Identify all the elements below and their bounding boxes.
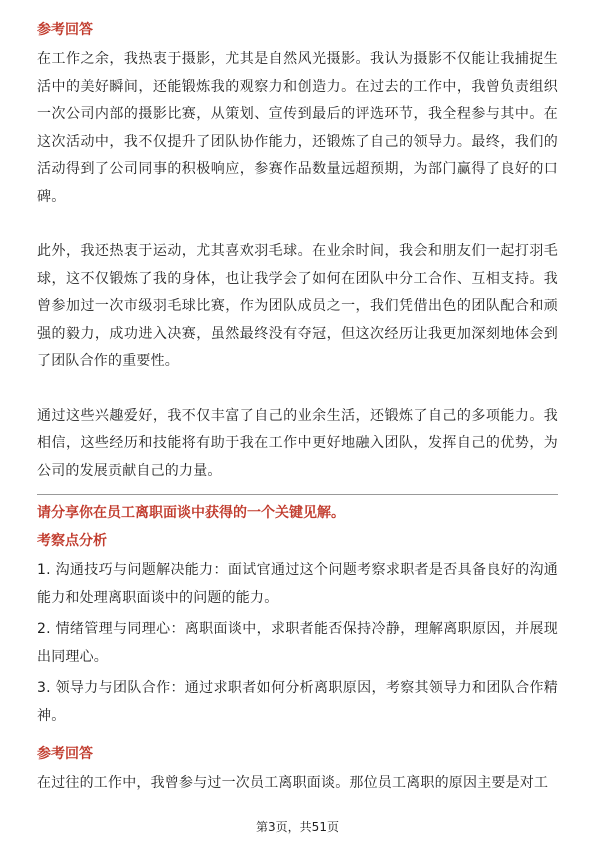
answer-paragraph-exit-interview: 在过往的工作中，我曾参与过一次员工离职面谈。那位员工离职的原因主要是对工 [37, 775, 549, 791]
page-number: 第3页，共51页 [256, 820, 339, 834]
question-heading: 请分享你在员工离职面谈中获得的一个关键见解。 [37, 505, 345, 521]
answer-heading-2: 参考回答 [37, 746, 93, 762]
answer-paragraph-photography: 在工作之余，我热衷于摄影，尤其是自然风光摄影。我认为摄影不仅能让我捕捉生活中的美好瞬间，还能锻炼我的观察力和创造力。在过去的工作中，我曾负责组织一次公司内部的摄影比赛，从策划、宣传到最后的评选环节，我全程参与其中。在这次活动中，我不仅提升了团队协作能力，还锻炼了自己的领导力。最终，我们的活动得到了公司同事的积极响应，参赛作品数量远超预期，为部门赢得了良好的口碑。 [37, 51, 558, 205]
section-divider [37, 494, 558, 495]
answer-heading: 参考回答 [37, 22, 93, 38]
analysis-item-communication: 1. 沟通技巧与问题解决能力：面试官通过这个问题考察求职者是否具备良好的沟通能力和处理离职面谈中的问题的能力。 [37, 562, 558, 606]
analysis-heading: 考察点分析 [37, 533, 107, 549]
paragraph-gap [37, 211, 558, 238]
answer-paragraph-badminton: 此外，我还热衷于运动，尤其喜欢羽毛球。在业余时间，我会和朋友们一起打羽毛球，这不仅锻炼了我的身体，也让我学会了如何在团队中分工合作、互相支持。我曾参加过一次市级羽毛球比赛，作为团队成员之一，我们凭借出色的团队配合和顽强的毅力，成功进入决赛，虽然最终没有夺冠，但这次经历让我更加深刻地体会到了团队合作的重要性。 [37, 243, 558, 369]
section-gap [37, 734, 558, 744]
answer-paragraph-conclusion: 通过这些兴趣爱好，我不仅丰富了自己的业余生活，还锻炼了自己的多项能力。我相信，这些经历和技能将有助于我在工作中更好地融入团队，发挥自己的优势，为公司的发展贡献自己的力量。 [37, 407, 558, 479]
page-content [37, 20, 558, 798]
analysis-item-emotion: 2. 情绪管理与同理心：离职面谈中，求职者能否保持冷静，理解离职原因，并展现出同理心。 [37, 621, 558, 665]
paragraph-gap [37, 376, 558, 403]
analysis-item-leadership: 3. 领导力与团队合作：通过求职者如何分析离职原因，考察其领导力和团队合作精神。 [37, 680, 558, 724]
